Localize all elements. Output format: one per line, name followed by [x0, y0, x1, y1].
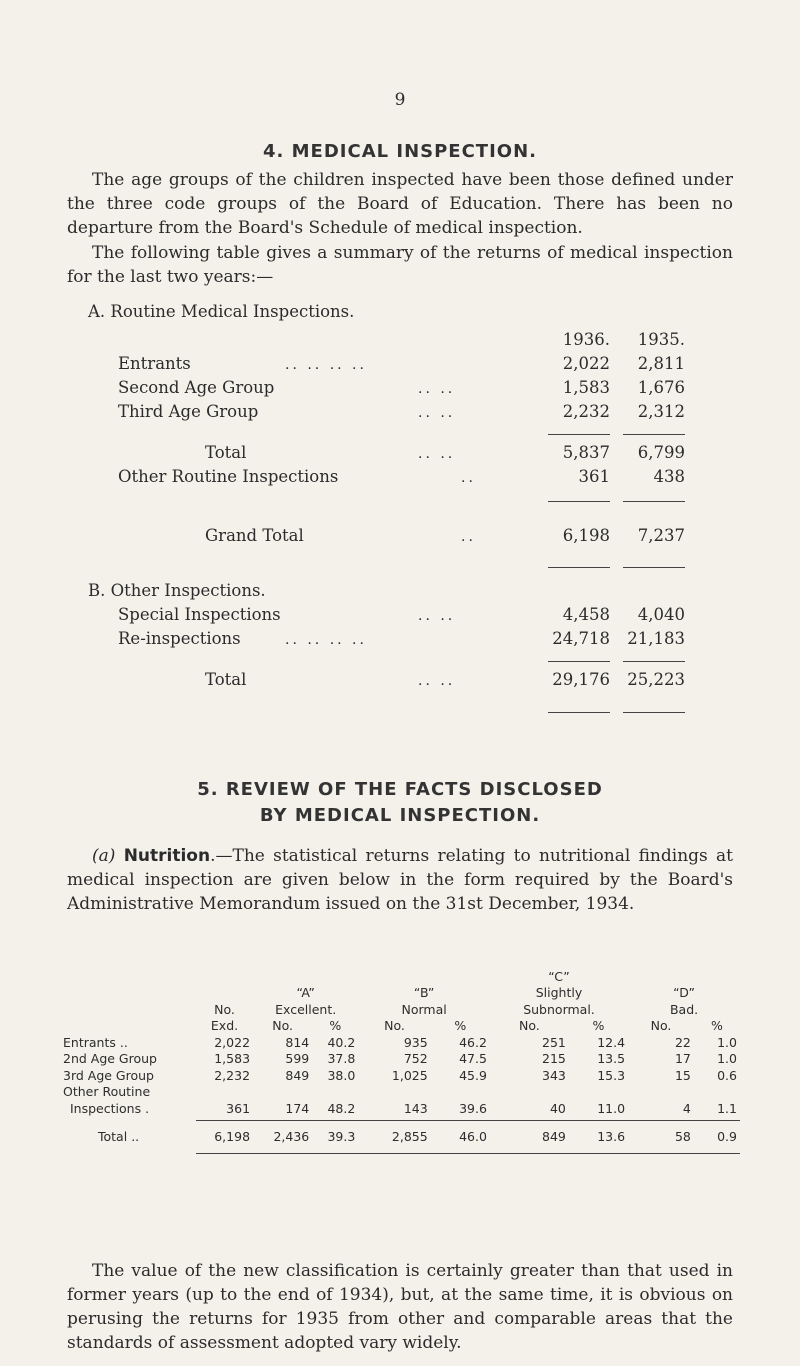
routine-total-1935: 6,799: [637, 443, 685, 462]
cell: 46.0: [431, 1120, 490, 1154]
cell: 22: [674, 1034, 691, 1050]
cell: 15: [674, 1067, 691, 1083]
cell: 39.3: [312, 1120, 358, 1154]
rule: [548, 712, 610, 713]
rule: [623, 567, 685, 568]
rule: [548, 434, 610, 435]
rule: [548, 567, 610, 568]
row-label: 2nd Age Group: [63, 1051, 157, 1067]
other-inspections-heading: B. Other Inspections.: [88, 581, 266, 600]
cell: 40: [549, 1100, 566, 1116]
page-number: 9: [394, 90, 406, 110]
leader-dots: .. ..: [418, 446, 456, 462]
rule: [548, 661, 610, 662]
cell: 58: [628, 1120, 694, 1154]
c-grade-header: “C”: [548, 968, 570, 984]
cell: 13.5: [597, 1051, 626, 1067]
routine-row-label: Entrants: [118, 354, 191, 373]
b-grade-header: “B”: [413, 985, 435, 1001]
row-label-text: Inspections: [70, 1100, 142, 1116]
leader-dots: .. ..: [418, 381, 456, 397]
routine-row-1936: 2,232: [562, 402, 610, 421]
cell: 2,855: [358, 1120, 430, 1154]
rule: [623, 501, 685, 502]
no-header: No.: [214, 1001, 235, 1017]
cell: 38.0: [327, 1067, 356, 1083]
section-4-paragraph-1: [67, 168, 733, 240]
nutrition-header-row: [60, 985, 740, 1002]
row-label: [60, 1034, 196, 1051]
cell: 13.6: [569, 1120, 628, 1154]
leader-dots: .: [145, 1100, 150, 1116]
c-grade-label: Subnormal.: [523, 1001, 595, 1017]
cell: 143: [403, 1100, 428, 1116]
cell: 1,583: [214, 1051, 251, 1067]
other-row-1935: 21,183: [627, 629, 685, 648]
no-subheader: No.: [272, 1018, 294, 1034]
cell: 6,198: [196, 1120, 253, 1154]
closing-paragraph: [67, 1259, 733, 1355]
row-label: [60, 1120, 196, 1154]
cell: 12.4: [597, 1034, 626, 1050]
cell: 11.0: [597, 1100, 626, 1116]
routine-other-label: Other Routine Inspections: [118, 467, 339, 486]
cell: 2,232: [214, 1067, 251, 1083]
pct-subheader: %: [710, 1018, 723, 1034]
section-5-heading-line-2: BY MEDICAL INSPECTION.: [259, 805, 541, 826]
cell: 47.5: [459, 1051, 487, 1067]
cell: 849: [490, 1120, 569, 1154]
d-grade-label: Bad.: [669, 1001, 699, 1017]
cell: 251: [542, 1034, 566, 1050]
cell: 343: [542, 1067, 566, 1083]
routine-row-1935: 2,811: [637, 354, 685, 373]
cell: 45.9: [459, 1067, 487, 1083]
cell: 15.3: [597, 1067, 626, 1083]
cell: 752: [403, 1051, 428, 1067]
cell: 0.9: [694, 1120, 740, 1154]
a-grade-header: “A”: [296, 985, 315, 1001]
nutrition-paragraph-text: .—The statistical returns relating to nutritional findings at medical inspection are given below in the form required by the Board's Administrative Memorandum issued on the 31st December, 1934.: [67, 846, 733, 914]
total-row: [60, 1120, 740, 1154]
cell: 40.2: [327, 1034, 356, 1050]
leader-dots: ..: [461, 470, 476, 486]
a-grade-label: Excellent.: [275, 1001, 337, 1017]
col-1936-header: 1936.: [562, 330, 610, 349]
b-grade-label: Normal: [401, 1001, 447, 1017]
table-row: [60, 1084, 740, 1101]
rule: [548, 501, 610, 502]
cell: 46.2: [459, 1034, 487, 1050]
other-total-1935: 25,223: [627, 670, 685, 689]
other-total-1936: 29,176: [552, 670, 610, 689]
other-row-1935: 4,040: [637, 605, 685, 624]
other-row-1936: 24,718: [552, 629, 610, 648]
section-4-heading: 4. MEDICAL INSPECTION.: [263, 141, 537, 162]
routine-total-1936: 5,837: [562, 443, 610, 462]
nutrition-header-row: [60, 968, 740, 985]
routine-other-1935: 438: [653, 467, 685, 486]
routine-grand-total-1935: 7,237: [637, 526, 685, 545]
col-1935-header: 1935.: [637, 330, 685, 349]
row-label: Other Routine: [63, 1084, 151, 1100]
cell: 2,022: [214, 1034, 251, 1050]
leader-dots: .. ..: [418, 608, 456, 624]
leader-dots: ..: [131, 1129, 140, 1145]
pct-subheader: %: [329, 1018, 342, 1034]
cell: 1,025: [391, 1067, 428, 1083]
cell: 1.0: [717, 1051, 737, 1067]
leader-dots: ..: [461, 529, 476, 545]
leader-dots: .. .. .. ..: [285, 632, 367, 648]
no-subheader: No.: [650, 1018, 672, 1034]
cell: 1.0: [717, 1034, 737, 1050]
nutrition-table: [60, 968, 740, 1154]
nutrition-paragraph-prefix: (a): [92, 846, 116, 866]
table-row: [60, 1034, 740, 1051]
routine-row-1935: 2,312: [637, 402, 685, 421]
section-4-paragraph-2-text: The following table gives a summary of the returns of medical inspection for the last two years:—: [67, 243, 733, 287]
cell: 174: [285, 1100, 310, 1116]
cell: 2,436: [253, 1120, 312, 1154]
nutrition-header-row: [60, 1001, 740, 1018]
section-4-paragraph-2: [67, 241, 733, 289]
d-grade-header: “D”: [673, 985, 695, 1001]
cell: 1.1: [717, 1100, 737, 1116]
routine-grand-total-label: Grand Total: [205, 526, 304, 545]
exd-header: Exd.: [210, 1018, 239, 1034]
cell: 4: [682, 1100, 691, 1116]
routine-other-1936: 361: [578, 467, 610, 486]
nutrition-term: Nutrition: [123, 846, 211, 866]
cell: 814: [285, 1034, 310, 1050]
cell: 599: [285, 1051, 310, 1067]
no-subheader: No.: [384, 1018, 405, 1034]
table-row: [60, 1051, 740, 1068]
cell: 215: [542, 1051, 566, 1067]
rule: [623, 434, 685, 435]
rule: [623, 712, 685, 713]
cell: 39.6: [459, 1100, 487, 1116]
cell: 935: [403, 1034, 428, 1050]
row-label: [60, 1100, 196, 1117]
section-4-paragraph-1-text: The age groups of the children inspected have been those defined under the three code groups of the Board of Education. There has been no departure from the Board's Schedule of medical inspection.: [67, 170, 733, 238]
c-grade-subheader: Slightly: [535, 985, 583, 1001]
table-row: [60, 1067, 740, 1084]
routine-total-label: Total: [205, 443, 247, 462]
cell: 37.8: [327, 1051, 356, 1067]
routine-row-1936: 2,022: [562, 354, 610, 373]
cell: 849: [285, 1067, 310, 1083]
section-5-heading-line-1: 5. REVIEW OF THE FACTS DISCLOSED: [197, 779, 603, 800]
other-total-label: Total: [205, 670, 247, 689]
other-row-label: Re-inspections: [118, 629, 241, 648]
rule: [623, 661, 685, 662]
cell: 17: [674, 1051, 691, 1067]
nutrition-subheader-row: [60, 1018, 740, 1035]
table-row: [60, 1100, 740, 1117]
pct-subheader: %: [592, 1018, 605, 1034]
leader-dots: .. .. .. ..: [285, 357, 367, 373]
routine-heading: A. Routine Medical Inspections.: [88, 302, 355, 321]
no-subheader: No.: [519, 1018, 540, 1034]
cell: 0.6: [717, 1067, 737, 1083]
cell: 361: [226, 1100, 251, 1116]
pct-subheader: %: [454, 1018, 467, 1034]
routine-row-label: Second Age Group: [118, 378, 275, 397]
leader-dots: ..: [119, 1034, 128, 1050]
cell: 48.2: [327, 1100, 356, 1116]
row-label-text: Entrants: [63, 1034, 116, 1050]
leader-dots: .. ..: [418, 673, 456, 689]
routine-row-label: Third Age Group: [118, 402, 259, 421]
nutrition-paragraph: [67, 844, 733, 916]
row-label: 3rd Age Group: [63, 1067, 154, 1083]
routine-grand-total-1936: 6,198: [562, 526, 610, 545]
routine-row-1935: 1,676: [637, 378, 685, 397]
other-row-1936: 4,458: [562, 605, 610, 624]
routine-row-1936: 1,583: [562, 378, 610, 397]
other-row-label: Special Inspections: [118, 605, 281, 624]
leader-dots: .. ..: [418, 405, 456, 421]
row-label-text: Total: [98, 1129, 128, 1145]
closing-paragraph-text: The value of the new classification is certainly greater than that used in former years (up to the end of 1934), but, at the same time, it is obvious on perusing the returns for 1935 from other and comparable areas that the standards of assessment adopted vary widely.: [67, 1261, 733, 1353]
